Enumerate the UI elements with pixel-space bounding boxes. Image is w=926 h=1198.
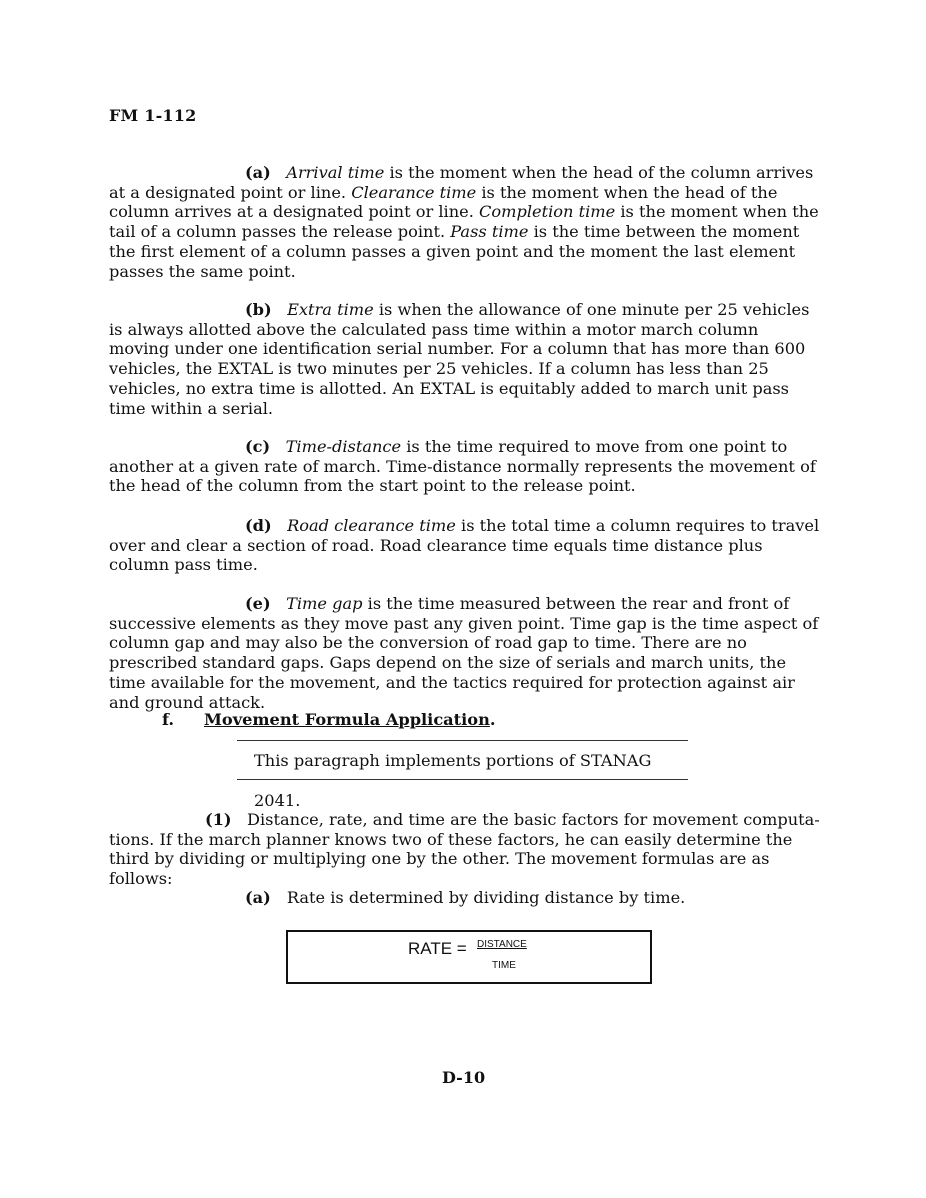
- formula-lhs: RATE =: [408, 939, 467, 958]
- subparagraph-a-text: Rate is determined by dividing distance by time.: [286, 888, 686, 907]
- definition-text: is the time measured between the rear and front of successive elements as they move past any given point. Time gap is the time aspect of column gap and may also be the conversion of road gap to time. There are no prescribed standard gaps. Gaps depend on the size of serials and march units, the time available for the movement, and the tactics required for protection against air and ground attack.: [109, 594, 819, 712]
- document-id: FM 1-112: [109, 106, 197, 125]
- definition-text: is when the allowance of one minute per 25 vehicles is always allotted above the calculated pass time within a motor march column moving under one identification serial number. For a column that has more than 600 vehicles, the EXTAL is two minutes per 25 vehicles. If a column has less than 25 vehicles, no extra time is allotted. An EXTAL is equitably added to march unit pass time within a serial.: [109, 300, 810, 418]
- stanag-note: This paragraph implements portions of STANAG 2041.: [237, 740, 688, 780]
- definition-paragraph-a: [109, 163, 821, 281]
- defined-term: Extra time: [287, 300, 374, 319]
- section-heading: [162, 710, 496, 729]
- definition-text: is the time between the moment the first element of a column passes a given point and the moment the last element passes the same point.: [109, 222, 800, 281]
- defined-term: Pass time: [450, 222, 529, 242]
- paragraph-1-label: (1): [205, 810, 232, 829]
- definition-text: is the moment when the head of the column arrives at a designated point or line.: [109, 182, 778, 222]
- definition-paragraph-d: [109, 516, 821, 575]
- page-number: D-10: [442, 1068, 486, 1087]
- defined-term: Completion time: [479, 202, 616, 222]
- definition-text: is the time required to move from one point to another at a given rate of march. Time-distance normally represents the movement of the head of the column from the start point to the release point.: [109, 437, 816, 496]
- definition-text: is the moment when the tail of a column passes the release point.: [109, 202, 819, 242]
- definition-label: (d): [245, 516, 272, 535]
- section-number: f.: [162, 710, 175, 729]
- definition-label: (b): [245, 300, 272, 319]
- definition-paragraph-b: [109, 300, 821, 418]
- rate-formula-box: [286, 930, 652, 984]
- definition-paragraph-e: [109, 594, 821, 712]
- defined-term: Time gap: [286, 594, 363, 613]
- definition-label: (c): [245, 437, 271, 456]
- formula-denominator: TIME: [492, 960, 516, 971]
- paragraph-1: [109, 810, 821, 889]
- defined-term: Road clearance time: [287, 516, 456, 535]
- paragraph-1-text: Distance, rate, and time are the basic factors for movement computa-tions. If the march planner knows two of these factors, he can easily determine the third by dividing or multiplying one by the other. The movement formulas are as follows:: [109, 810, 820, 889]
- definition-label: (a): [245, 163, 271, 182]
- section-title-period: .: [489, 710, 496, 729]
- subparagraph-a: [245, 888, 685, 907]
- defined-term: Clearance time: [351, 182, 477, 202]
- defined-term: Arrival time: [286, 163, 385, 182]
- section-title: Movement Formula Application: [204, 710, 490, 729]
- subparagraph-a-label: (a): [245, 888, 271, 907]
- definition-text: is the moment when the head of the column arrives at a designated point or line.: [109, 163, 814, 202]
- formula-numerator: DISTANCE: [477, 939, 527, 950]
- definition-label: (e): [245, 594, 271, 613]
- definition-paragraph-c: [109, 437, 821, 496]
- defined-term: Time-distance: [285, 437, 402, 456]
- definition-text: is the total time a column requires to travel over and clear a section of road. Road clearance time equals time distance plus column pass time.: [109, 516, 820, 575]
